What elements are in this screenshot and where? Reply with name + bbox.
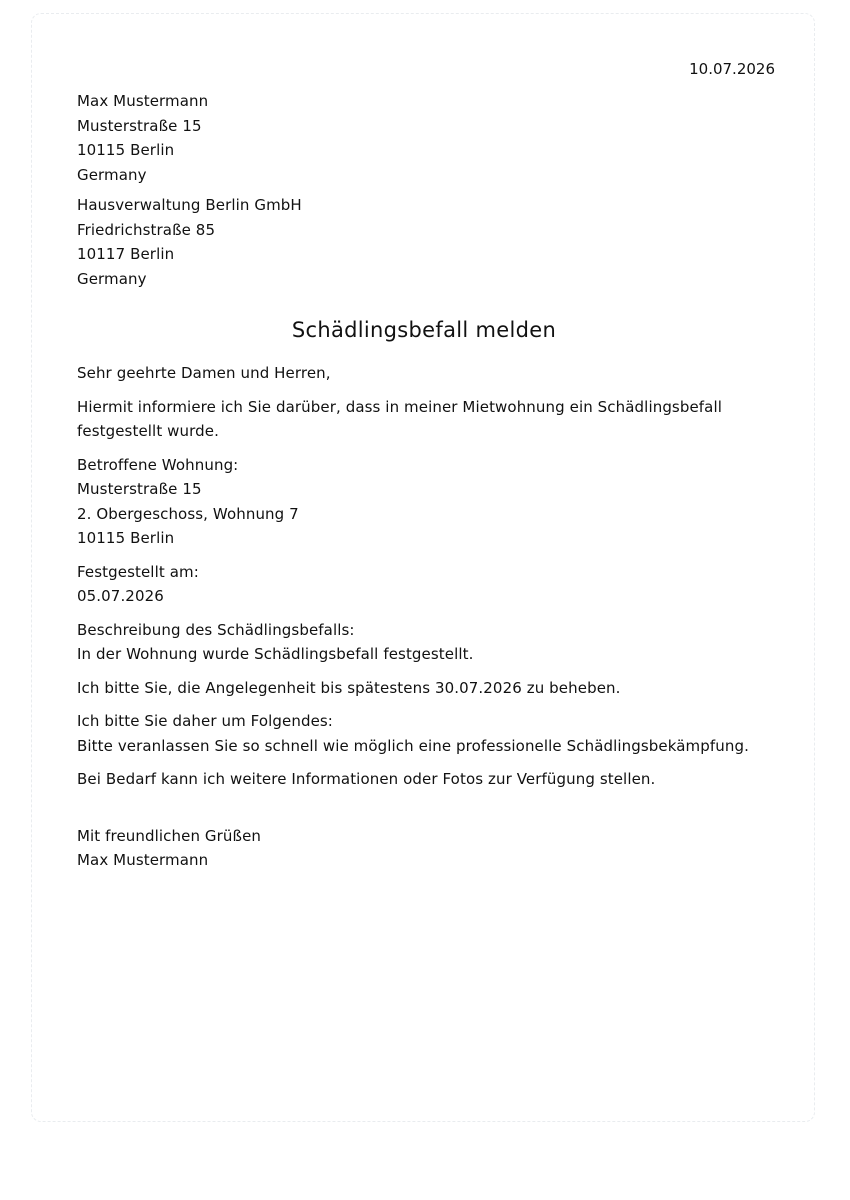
sender-street: Musterstraße 15 [77, 116, 202, 135]
detected-block [77, 560, 777, 609]
letter-content [77, 14, 777, 869]
intro-line-2: festgestellt wurde. [77, 422, 219, 440]
deadline-paragraph: Ich bitte Sie, die Angelegenheit bis spätestens 30.07.2026 zu beheben. [77, 678, 621, 697]
letter-body [77, 361, 777, 873]
recipient-street: Friedrichstraße 85 [77, 220, 216, 239]
salutation: Sehr geehrte Damen und Herren, [77, 364, 331, 382]
request-label: Ich bitte Sie daher um Folgendes: [77, 712, 333, 730]
detected-label: Festgestellt am: [77, 562, 199, 581]
intro-paragraph [77, 395, 777, 444]
apartment-city: 10115 Berlin [77, 529, 175, 547]
recipient-country: Germany [77, 269, 147, 288]
detected-date: 05.07.2026 [77, 587, 164, 605]
sender-city: 10115 Berlin [77, 141, 175, 159]
offer-paragraph: Bei Bedarf kann ich weitere Informationen oder Fotos zur Verfügung stellen. [77, 770, 656, 788]
closing-block [77, 824, 777, 873]
sender-address [77, 89, 777, 187]
apartment-street: Musterstraße 15 [77, 480, 202, 498]
apartment-label: Betroffene Wohnung: [77, 455, 239, 474]
letter-subject: Schädlingsbefall melden [291, 318, 557, 342]
sender-name: Max Mustermann [77, 92, 209, 110]
description-text: In der Wohnung wurde Schädlingsbefall festgestellt. [77, 645, 474, 663]
recipient-name: Hausverwaltung Berlin GmbH [77, 196, 302, 214]
description-label: Beschreibung des Schädlingsbefalls: [77, 620, 355, 639]
request-block [77, 709, 777, 758]
sender-country: Germany [77, 165, 147, 184]
closing-greeting: Mit freundlichen Grüßen [77, 826, 262, 845]
closing-name: Max Mustermann [77, 851, 209, 869]
request-text: Bitte veranlassen Sie so schnell wie möglich eine professionelle Schädlingsbekämpfung. [77, 736, 749, 755]
recipient-city: 10117 Berlin [77, 245, 175, 263]
intro-line-1: Hiermit informiere ich Sie darüber, dass in meiner Mietwohnung ein Schädlingsbefall [77, 397, 723, 416]
apartment-floor: 2. Obergeschoss, Wohnung 7 [77, 504, 299, 523]
recipient-address [77, 193, 777, 291]
apartment-block [77, 453, 777, 551]
letter-page [31, 13, 815, 1122]
description-block [77, 618, 777, 667]
letter-date: 10.07.2026 [689, 60, 775, 78]
